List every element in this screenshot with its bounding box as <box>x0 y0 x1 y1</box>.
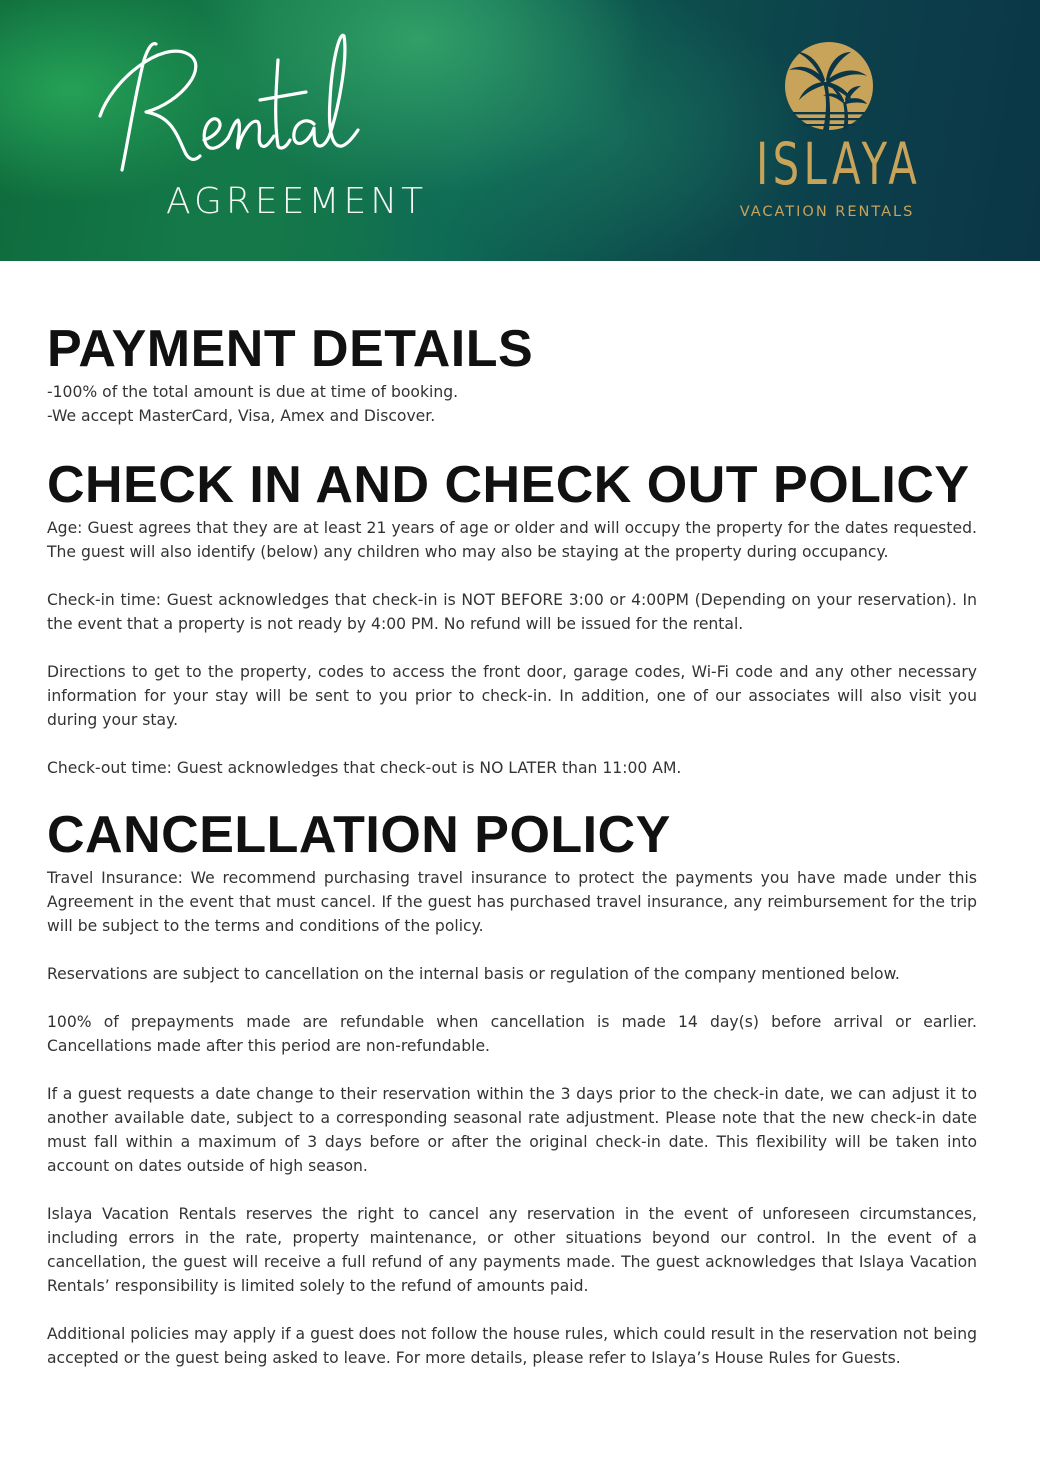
palm-tree-logo-icon <box>783 40 875 132</box>
policy-paragraph: If a guest requests a date change to their reservation within the 3 days prior to the check-in date, we can adjust it to another available date, subject to a corresponding seasonal rate adjustment. Please note that the new check-in date must fall within a maximum of 3 days before or after the original check-in date. This flexibility will be taken into account on dates outside of high season. <box>47 1085 977 1175</box>
brand-name: ISLAYA <box>756 130 922 198</box>
policy-paragraph: 100% of prepayments made are refundable when cancellation is made 14 day(s) before arrival or earlier. Cancellations made after this period are non-refundable. <box>47 1013 977 1055</box>
header-banner <box>0 0 1040 261</box>
check-in-out-heading: CHECK IN AND CHECK OUT POLICY <box>47 456 970 514</box>
document-body <box>47 318 977 1370</box>
payment-line: -We accept MasterCard, Visa, Amex and Discover. <box>47 407 436 425</box>
rental-script-title <box>92 20 372 190</box>
policy-paragraph: Additional policies may apply if a guest does not follow the house rules, which could result in the reservation not being accepted or the guest being asked to leave. For more details, please refer to Islaya’s House Rules for Guests. <box>47 1325 977 1367</box>
cancellation-heading: CANCELLATION POLICY <box>47 806 671 864</box>
cancellation-section <box>47 804 977 1370</box>
policy-paragraph: Islaya Vacation Rentals reserves the right to cancel any reservation in the event of unforeseen circumstances, including errors in the rate, property maintenance, or other situations beyond our control. In the event of a cancellation, the guest will receive a full refund of any payments made. The guest acknowledges that Islaya Vacation Rentals’ responsibility is limited solely to the refund of amounts paid. <box>47 1205 977 1295</box>
payment-line: -100% of the total amount is due at time of booking. <box>47 383 459 401</box>
brand-tagline: VACATION RENTALS <box>739 204 915 220</box>
policy-paragraph: Check-in time: Guest acknowledges that check-in is NOT BEFORE 3:00 or 4:00PM (Depending on your reservation). In the event that a property is not ready by 4:00 PM. No refund will be issued for the rental. <box>47 591 977 633</box>
agreement-subtitle: AGREEMENT <box>166 181 428 222</box>
policy-paragraph: Check-out time: Guest acknowledges that check-out is NO LATER than 11:00 AM. <box>47 759 682 777</box>
payment-details-section <box>47 318 977 428</box>
check-in-out-section <box>47 454 977 780</box>
policy-paragraph: Reservations are subject to cancellation on the internal basis or regulation of the company mentioned below. <box>47 965 900 983</box>
payment-details-heading: PAYMENT DETAILS <box>47 320 534 378</box>
policy-paragraph: Directions to get to the property, codes to access the front door, garage codes, Wi-Fi code and any other necessary information for your stay will be sent to you prior to check-in. In addition, one of our associates will also visit you during your stay. <box>47 663 977 729</box>
policy-paragraph: Travel Insurance: We recommend purchasing travel insurance to protect the payments you have made under this Agreement in the event that must cancel. If the guest has purchased travel insurance, any reimbursement for the trip will be subject to the terms and conditions of the policy. <box>47 869 977 935</box>
policy-paragraph: Age: Guest agrees that they are at least 21 years of age or older and will occupy the property for the dates requested. The guest will also identify (below) any children who may also be staying at the property during occupancy. <box>47 519 977 561</box>
